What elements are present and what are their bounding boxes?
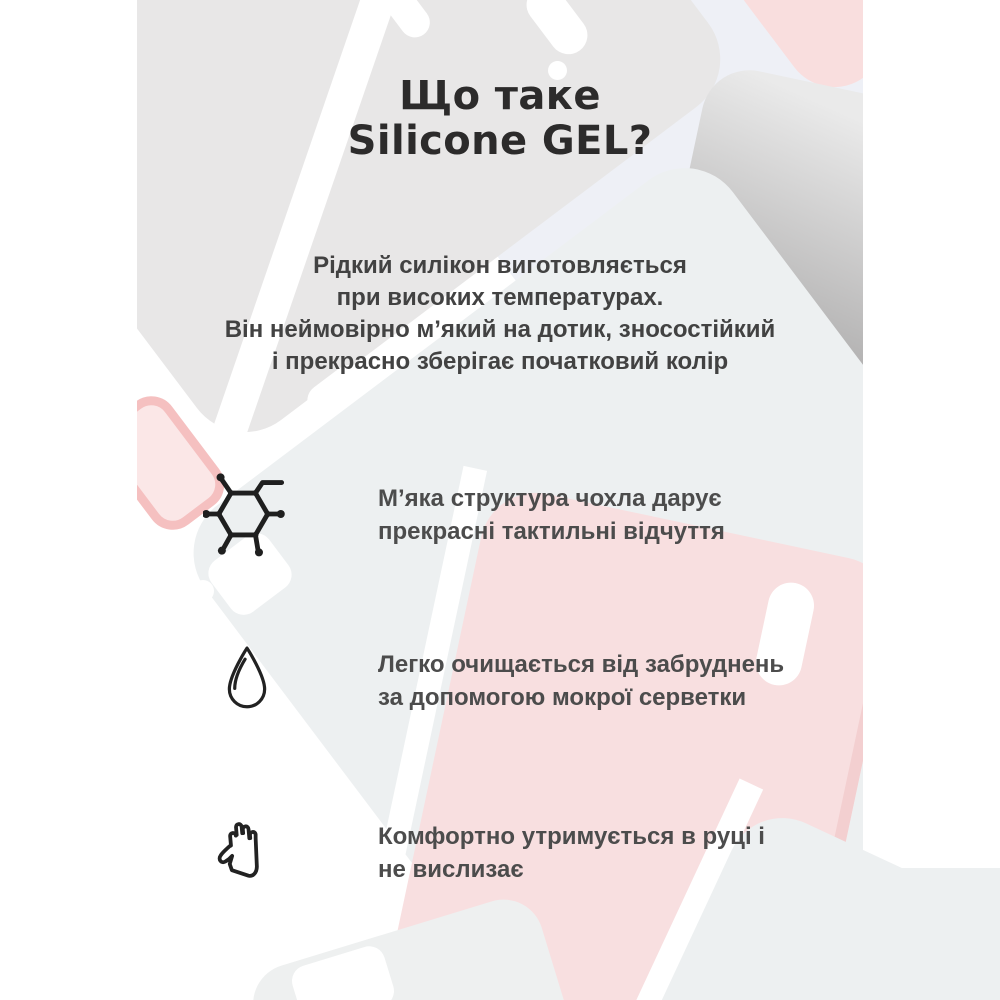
- feature-line: прекрасні тактильні відчуття: [378, 518, 725, 545]
- intro-line: Він неймовірно м’який на дотик, зносостійкий: [224, 316, 776, 343]
- feature-text: [378, 820, 765, 886]
- feature-line: М’яка структура чохла дарує: [378, 485, 722, 512]
- intro-line: і прекрасно зберігає початковий колір: [271, 348, 729, 375]
- feature-line: не вислизає: [378, 856, 524, 883]
- feature-line: Комфортно утримується в руці і: [378, 823, 765, 850]
- page-title-line1: Що таке: [399, 73, 601, 119]
- page-title: [0, 74, 1000, 164]
- feature-line: Легко очищається від забруднень: [378, 651, 785, 678]
- intro-line: Рідкий силікон виготовляється: [313, 252, 687, 279]
- intro-paragraph: [0, 250, 1000, 378]
- camera-cutout-dot: [192, 580, 214, 602]
- hand-icon: [206, 810, 270, 891]
- water-drop-icon: [224, 642, 270, 714]
- intro-line: при високих температурах.: [336, 284, 664, 311]
- feature-text: [378, 648, 784, 714]
- molecule-icon: [203, 466, 287, 562]
- feature-line: за допомогою мокрої серветки: [378, 684, 747, 711]
- page-title-line2: Silicone GEL?: [347, 118, 653, 164]
- feature-text: [378, 482, 725, 548]
